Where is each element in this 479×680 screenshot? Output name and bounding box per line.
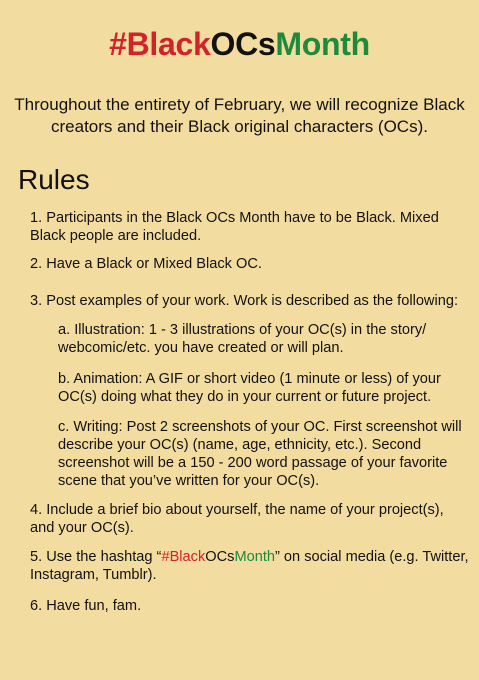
rule-3: 3. Post examples of your work. Work is described as the following: <box>30 293 459 309</box>
rule-5-black: Black <box>169 549 206 565</box>
title-hash: # <box>109 26 127 62</box>
rule-3b: b. Animation: A GIF or short video (1 minute or less) of your OC(s) doing what they do in your current or future project. <box>58 371 441 405</box>
rule-3a: a. Illustration: 1 - 3 illustrations of your OC(s) in the story/ webcomic/etc. you have created or will plan. <box>58 322 427 356</box>
page-title <box>0 24 479 64</box>
rule-5-hash: # <box>161 549 170 565</box>
rule-5-month: Month <box>234 549 275 565</box>
rule-5 <box>30 548 470 584</box>
rule-3c: c. Writing: Post 2 screenshots of your OC. First screenshot will describe your OC(s) (name, age, ethnicity, etc.). Second screenshot will be a 150 - 200 word passage of your favorite scene that you’ve written for your OC(s). <box>58 419 462 489</box>
rule-1: 1. Participants in the Black OCs Month have to be Black. Mixed Black people are included. <box>30 210 439 244</box>
title-black: Black <box>126 26 211 62</box>
rule-5-ocs: OCs <box>205 549 235 565</box>
rule-6: 6. Have fun, fam. <box>30 598 142 614</box>
title-month: Month <box>275 26 370 62</box>
rule-2: 2. Have a Black or Mixed Black OC. <box>30 256 262 272</box>
rule-5-suffix: ” on social media (e.g. Twitter, Instagram, Tumblr). <box>30 549 469 583</box>
rule-4: 4. Include a brief bio about yourself, the name of your project(s), and your OC(s). <box>30 502 444 536</box>
title-ocs: OCs <box>210 26 276 62</box>
rule-5-prefix: 5. Use the hashtag “ <box>30 549 162 565</box>
intro-text: Throughout the entirety of February, we will recognize Black creators and their Black original characters (OCs). <box>14 95 465 136</box>
rules-heading: Rules <box>18 164 90 195</box>
